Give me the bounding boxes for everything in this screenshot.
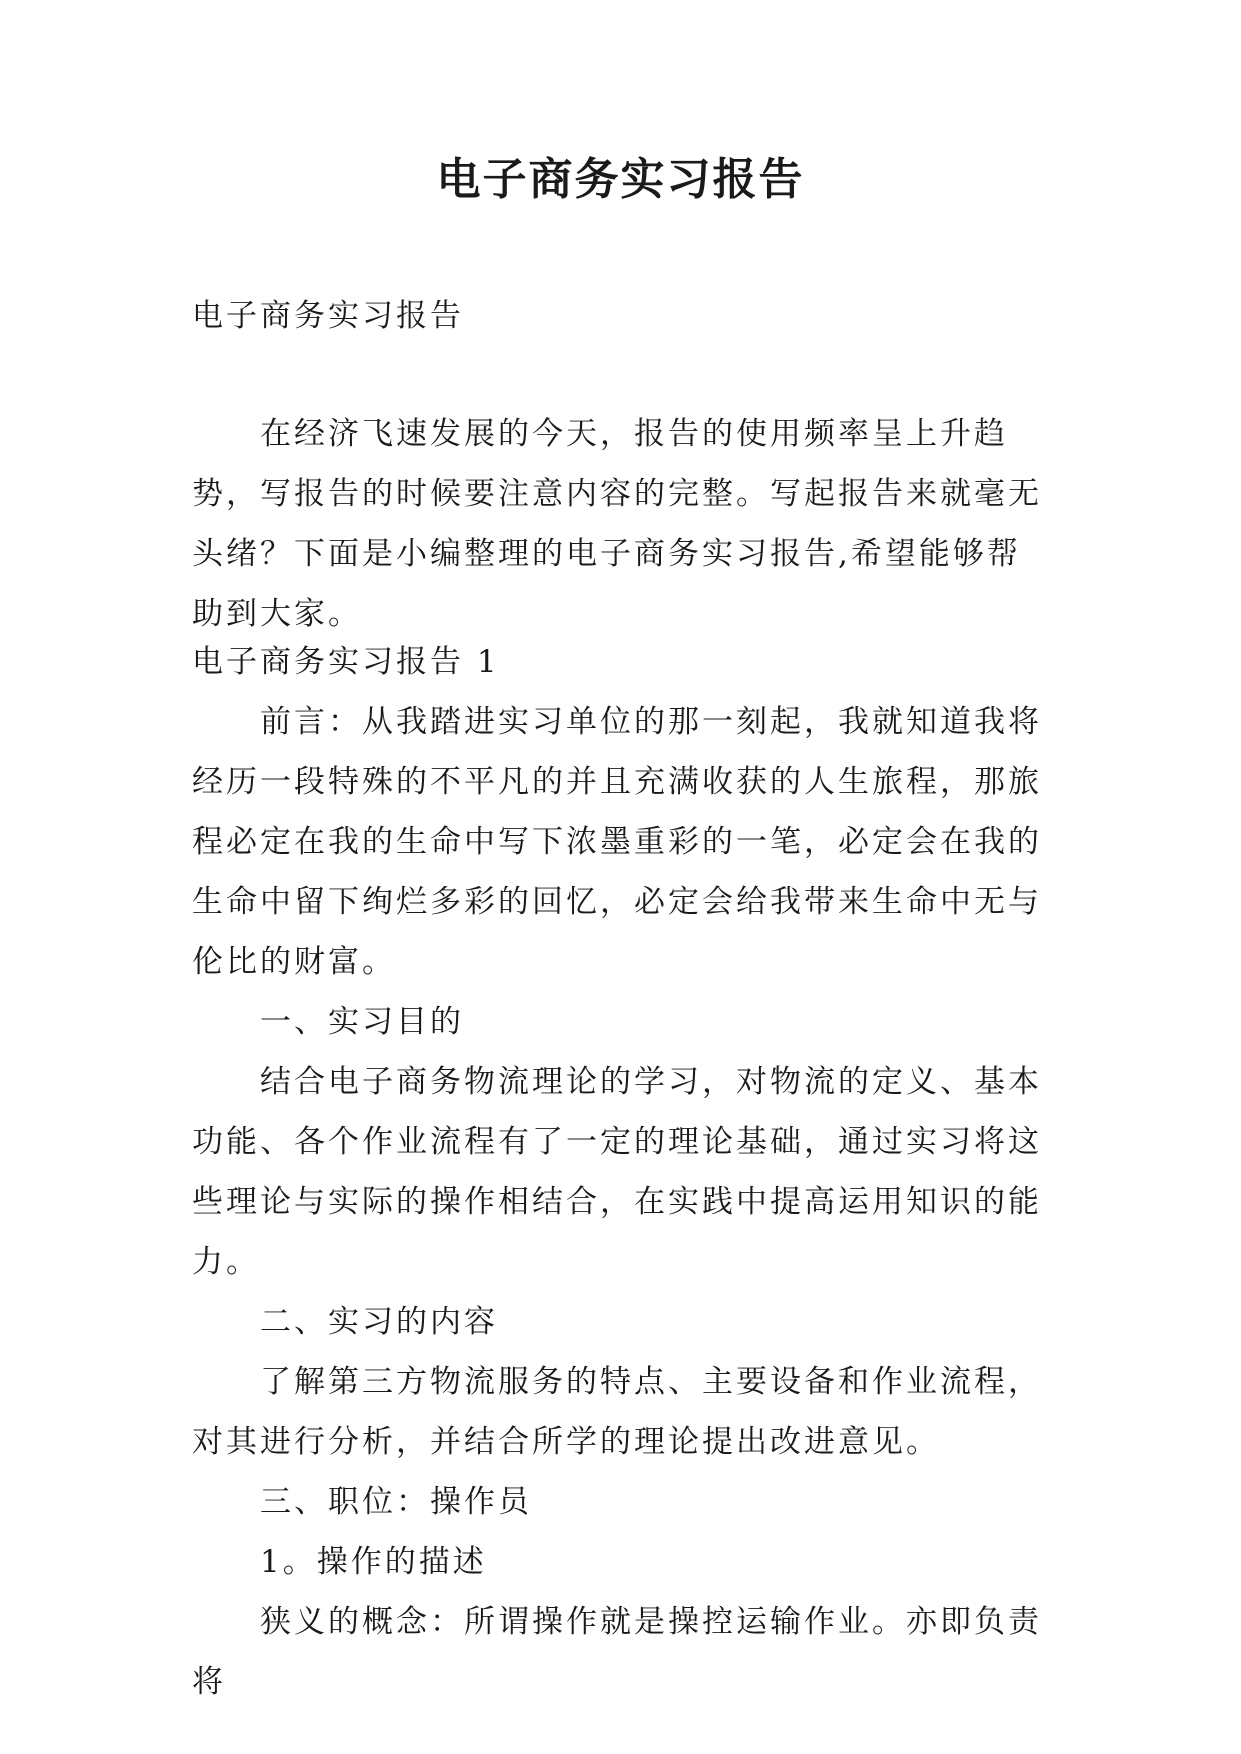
content-paragraph: 了解第三方物流服务的特点、主要设备和作业流程，对其进行分析，并结合所学的理论提出改进意见。 — [192, 1364, 1042, 1460]
purpose-paragraph: 结合电子商务物流理论的学习，对物流的定义、基本功能、各个作业流程有了一定的理论基础，通过实习将这些理论与实际的操作相结合，在实践中提高运用知识的能力。 — [192, 1064, 1042, 1280]
intro-paragraph: 在经济飞速发展的今天，报告的使用频率呈上升趋势，写报告的时候要注意内容的完整。写起报告来就毫无头绪？下面是小编整理的电子商务实习报告,希望能够帮助到大家。 — [192, 416, 1042, 632]
content-heading: 二、实习的内容 — [260, 1304, 498, 1340]
purpose-heading: 一、实习目的 — [260, 1004, 464, 1040]
document-title: 电子商务实习报告 — [436, 154, 805, 205]
preface-paragraph: 前言：从我踏进实习单位的那一刻起，我就知道我将经历一段特殊的不平凡的并且充满收获的人生旅程，那旅程必定在我的生命中写下浓墨重彩的一笔，必定会在我的生命中留下绚烂多彩的回忆，必定会给我带来生命中无与伦比的财富。 — [192, 704, 1042, 980]
section-heading: 电子商务实习报告 1 — [192, 644, 500, 680]
report-section-1 — [192, 632, 1054, 1712]
document-subtitle: 电子商务实习报告 — [192, 298, 464, 334]
position-heading: 三、职位：操作员 — [260, 1484, 532, 1520]
operation-description-paragraph: 狭义的概念：所谓操作就是操控运输作业。亦即负责将 — [192, 1604, 1042, 1700]
operation-description-heading: 1。操作的描述 — [260, 1544, 487, 1580]
